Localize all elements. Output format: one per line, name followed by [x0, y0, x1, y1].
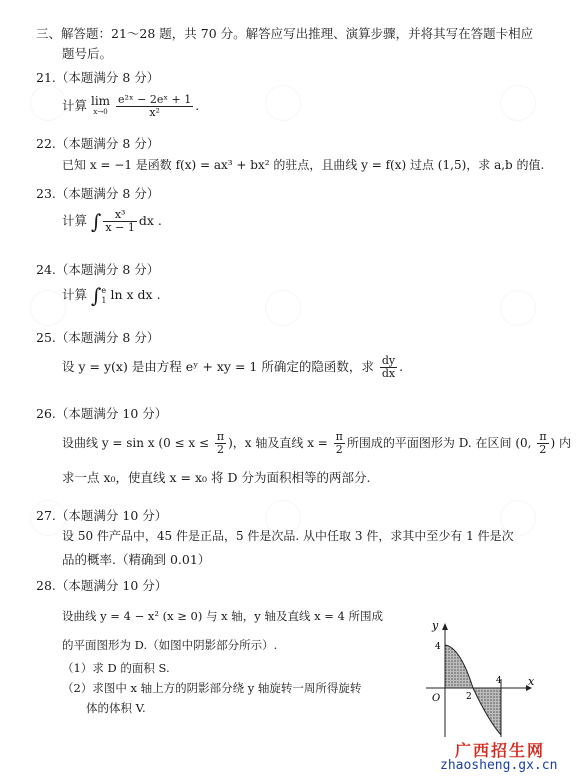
q21-limit — [91, 93, 111, 118]
q28-shaded-lower — [473, 688, 501, 735]
q23-fraction — [103, 209, 136, 234]
q28-score: （本题满分 10 分） — [55, 578, 168, 593]
q22-score: （本题满分 8 分） — [55, 136, 160, 151]
q26-frac-1 — [215, 431, 226, 456]
q26-frac-3-den: 2 — [539, 443, 547, 456]
q28-figure — [418, 615, 538, 740]
q26-body-line2: 求一点 x₀，使直线 x = x₀ 将 D 分为面积相等的两部分. — [62, 470, 371, 485]
q23-integral-sign: ∫ — [91, 209, 102, 234]
q28-item1: （1）求 D 的面积 S. — [62, 661, 170, 675]
q25-derivative — [380, 355, 397, 380]
q25-deriv-den: dx — [381, 367, 396, 380]
section-header-line2: 题号后。 — [62, 46, 113, 61]
q28-tick-4-x: 4 — [496, 676, 502, 686]
q21-prefix: 计算 — [62, 98, 88, 113]
q24-upper: e — [101, 285, 107, 295]
q22-number: 22. — [36, 136, 56, 151]
q21-body — [62, 92, 199, 120]
q23-number: 23. — [36, 186, 56, 201]
q26-part1: 设曲线 y = sin x (0 ≤ x ≤ — [62, 436, 210, 450]
q26-part4: ) 内 — [550, 436, 572, 450]
q26-frac-1-num: π — [216, 430, 225, 443]
q28-y-label: y — [432, 619, 439, 632]
q26-part2: )，x 轴及直线 x = — [228, 436, 328, 450]
q26-frac-3-num: π — [539, 430, 547, 443]
q27-number: 27. — [36, 508, 56, 523]
watermark-6 — [500, 290, 536, 326]
section-header-line1: 三、解答题：21～28 题，共 70 分。解答应写出推理、演算步骤，并将其写在答题卡相应 — [36, 26, 534, 41]
q26-header — [36, 406, 167, 422]
q26-frac-2-num: π — [335, 430, 343, 443]
q24-body — [62, 282, 161, 309]
q26-part3: 所围成的平面图形为 D. 在区间 (0, — [346, 436, 532, 450]
q24-integrand: ln x dx . — [110, 287, 161, 302]
q24-lower: 1 — [101, 295, 107, 305]
q25-body — [62, 352, 403, 382]
q21-suffix: . — [195, 98, 200, 113]
q28-tick-2-x: 2 — [466, 692, 472, 702]
q22-body: 已知 x = −1 是函数 f(x) = ax³ + bx² 的驻点，且曲线 y = f(x) 过点 (1,5)，求 a,b 的值. — [62, 158, 545, 172]
q27-header — [36, 508, 167, 524]
q23-score: （本题满分 8 分） — [55, 186, 160, 201]
q24-score: （本题满分 8 分） — [55, 262, 160, 277]
q23-prefix: 计算 — [62, 213, 88, 228]
q26-score: （本题满分 10 分） — [55, 406, 168, 421]
q21-number: 21. — [36, 70, 56, 85]
q26-frac-2 — [334, 431, 345, 456]
q25-score: （本题满分 8 分） — [55, 330, 160, 345]
q26-frac-3 — [537, 431, 548, 456]
q23-numerator: x³ — [103, 209, 136, 222]
q24-header — [36, 262, 159, 278]
q26-frac-2-den: 2 — [335, 443, 343, 456]
q27-score: （本题满分 10 分） — [55, 508, 168, 523]
q25-header — [36, 330, 159, 346]
q24-prefix: 计算 — [62, 287, 88, 302]
q28-tick-4-y: 4 — [435, 642, 441, 652]
watermark-2 — [265, 85, 301, 121]
q25-suffix: . — [399, 359, 404, 374]
watermark-3 — [500, 85, 536, 121]
watermark-4 — [30, 290, 66, 326]
q21-lim-text: lim — [91, 93, 111, 108]
q28-body-line1: 设曲线 y = 4 − x² (x ≥ 0) 与 x 轴，y 轴及直线 x = 4 所围成 — [62, 609, 383, 623]
q25-number: 25. — [36, 330, 56, 345]
q21-score: （本题满分 8 分） — [55, 70, 160, 85]
q24-number: 24. — [36, 262, 56, 277]
q25-deriv-num: dy — [381, 354, 396, 367]
q26-frac-1-den: 2 — [216, 443, 224, 456]
q28-number: 28. — [36, 578, 56, 593]
q22-header — [36, 136, 159, 152]
q27-body-line2: 品的概率.（精确到 0.01） — [62, 552, 211, 567]
q28-item2b: 体的体积 V. — [86, 701, 146, 715]
q23-header — [36, 186, 159, 202]
q21-denominator: x² — [149, 106, 160, 119]
q21-numerator: e²ˣ − 2eˣ + 1 — [118, 93, 192, 106]
q28-y-arrow — [442, 623, 448, 630]
q28-shaded-upper — [445, 645, 473, 688]
q27-body-line1: 设 50 件产品中，45 件是正品，5 件是次品. 从中任取 3 件，求其中至少有 1 件是次 — [62, 529, 514, 543]
q28-item2a: （2）求图中 x 轴上方的阴影部分绕 y 轴旋转一周所得旋转 — [62, 681, 362, 695]
q21-lim-sub: x→0 — [93, 107, 108, 116]
watermark-5 — [265, 290, 301, 326]
watermark-1 — [30, 85, 66, 121]
q28-x-label: x — [528, 675, 535, 688]
q23-body — [62, 206, 162, 237]
q25-text: 设 y = y(x) 是由方程 eʸ + xy = 1 所确定的隐函数，求 — [62, 359, 374, 374]
q23-suffix: dx . — [138, 213, 162, 228]
site-url: zhaosheng.gx.cn — [440, 758, 558, 773]
q24-limits — [101, 286, 106, 306]
q24-integral-sign: ∫ — [91, 283, 102, 308]
q26-body-line1 — [62, 428, 571, 458]
q26-number: 26. — [36, 406, 56, 421]
q21-fraction — [116, 94, 193, 119]
q21-header — [36, 70, 159, 86]
q28-body-line2: 的平面图形为 D.（如图中阴影部分所示）. — [62, 638, 278, 652]
q28-origin: O — [432, 693, 441, 704]
q23-denominator: x − 1 — [105, 221, 135, 234]
site-name: 广西招生网 — [455, 741, 546, 760]
q28-header — [36, 578, 167, 594]
